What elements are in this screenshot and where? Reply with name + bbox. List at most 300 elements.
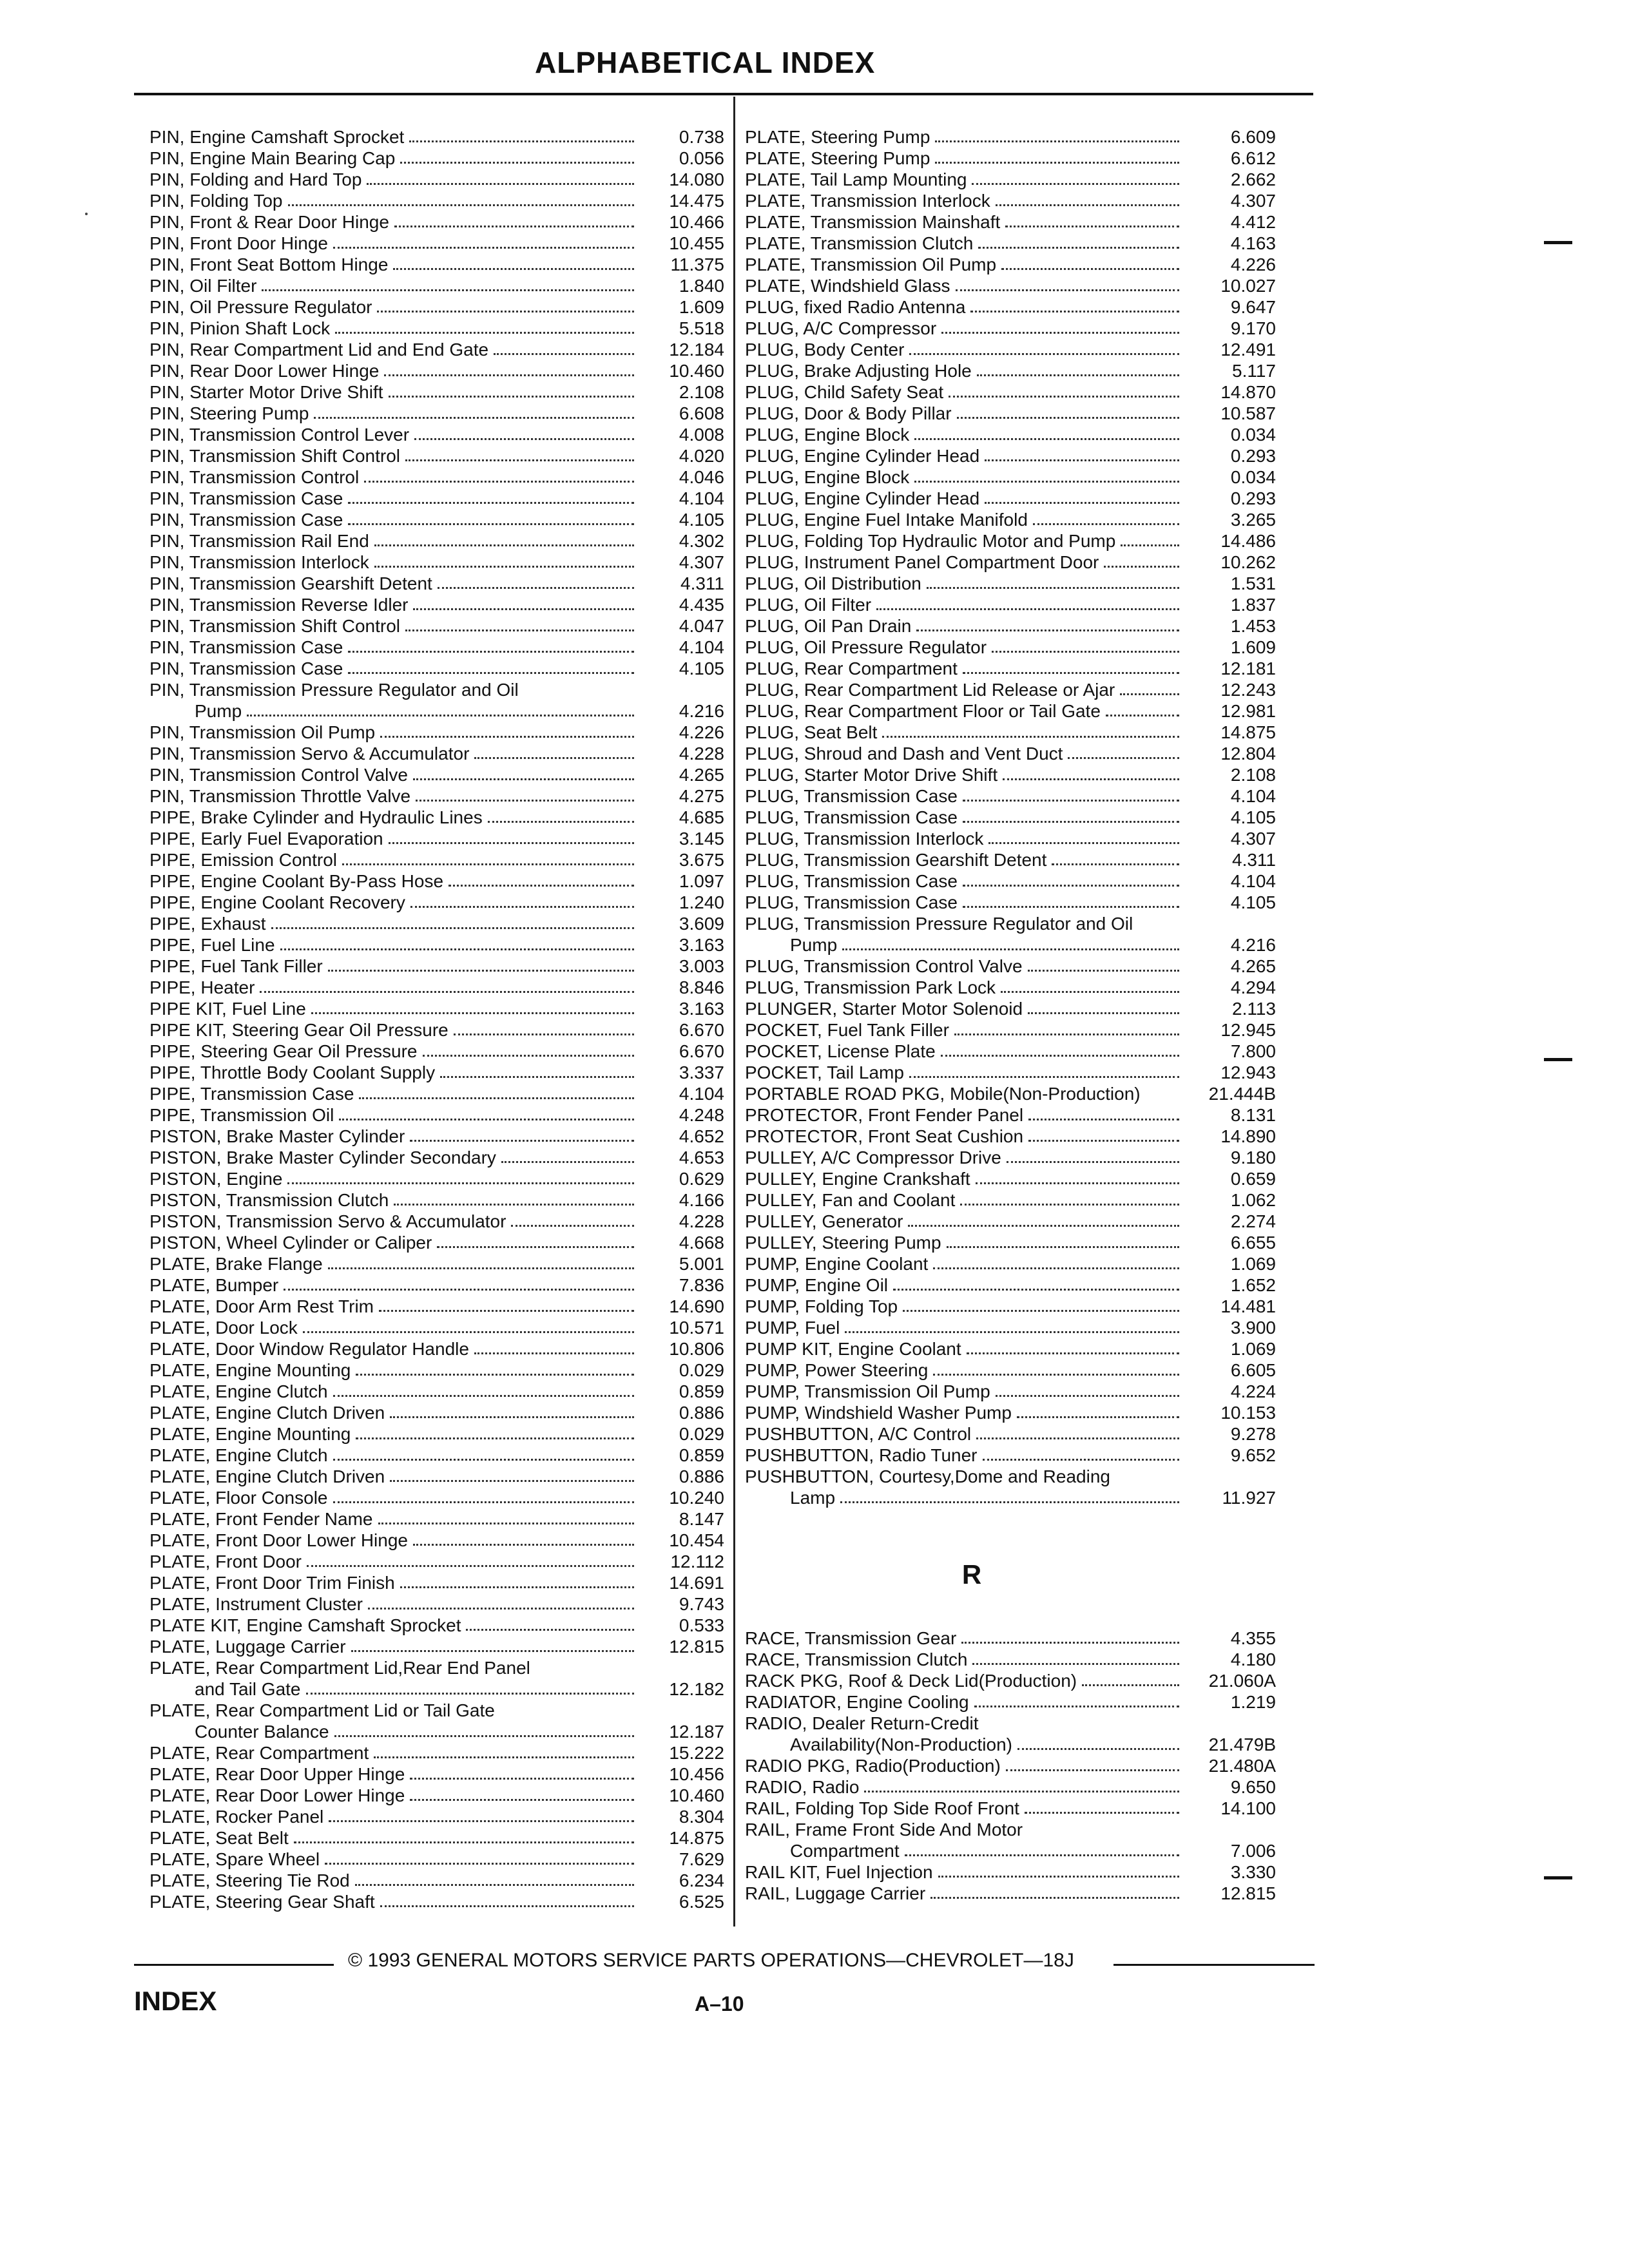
dot-leader xyxy=(914,481,1179,483)
index-entry xyxy=(745,275,1276,296)
entry-reference: 4.307 xyxy=(1230,829,1276,849)
index-entry xyxy=(745,233,1276,254)
dot-leader xyxy=(334,1735,634,1737)
entry-reference: 10.460 xyxy=(669,1785,724,1805)
dot-leader xyxy=(909,353,1179,355)
entry-name: PIPE, Exhaust xyxy=(149,914,266,934)
entry-reference: 10.454 xyxy=(669,1530,724,1550)
entry-name: PISTON, Engine xyxy=(149,1169,283,1189)
index-entry xyxy=(745,1126,1276,1147)
dot-leader xyxy=(882,736,1179,738)
index-entry xyxy=(149,1487,724,1508)
entry-name: RACK PKG, Roof & Deck Lid(Production) xyxy=(745,1671,1077,1691)
entry-reference: 4.104 xyxy=(1230,786,1276,806)
dot-leader xyxy=(342,863,634,865)
entry-name: PLUG, Transmission Pressure Regulator and Oil xyxy=(745,914,1133,934)
index-entry xyxy=(149,1445,724,1466)
entry-name: PLUG, Starter Motor Drive Shift xyxy=(745,765,998,785)
index-section-p xyxy=(745,126,1276,1508)
entry-name: PLUG, Instrument Panel Compartment Door xyxy=(745,552,1099,572)
index-entry xyxy=(745,977,1276,998)
entry-name: RAIL, Folding Top Side Roof Front xyxy=(745,1798,1019,1818)
entry-name: PLATE, Transmission Clutch xyxy=(745,233,974,253)
entry-reference: 3.609 xyxy=(679,914,724,934)
index-entry xyxy=(149,743,724,764)
entry-name: PLUG, Engine Block xyxy=(745,425,910,445)
entry-name: PIN, Engine Camshaft Sprocket xyxy=(149,127,405,147)
dot-leader xyxy=(956,289,1180,291)
entry-name: PIN, Transmission Gearshift Detent xyxy=(149,573,432,593)
entry-reference: 4.265 xyxy=(679,765,724,785)
index-entry xyxy=(149,169,724,190)
entry-reference: 3.675 xyxy=(679,850,724,870)
entry-name: PLATE, Transmission Interlock xyxy=(745,191,990,211)
entry-name: PIN, Front Door Hinge xyxy=(149,233,328,253)
index-entry xyxy=(149,764,724,785)
dot-leader xyxy=(996,1395,1179,1397)
dot-leader xyxy=(410,906,634,908)
dot-leader xyxy=(374,544,634,546)
entry-name: PLATE, Spare Wheel xyxy=(149,1849,320,1869)
entry-name: PUSHBUTTON, A/C Control xyxy=(745,1424,972,1444)
entry-name: PIN, Transmission Shift Control xyxy=(149,446,401,466)
entry-reference: 7.006 xyxy=(1230,1841,1276,1861)
entry-reference: 6.525 xyxy=(679,1892,724,1912)
dot-leader xyxy=(903,1310,1179,1312)
index-entry xyxy=(745,1104,1276,1126)
index-entry xyxy=(149,1360,724,1381)
dot-leader xyxy=(961,1642,1179,1644)
entry-reference: 4.307 xyxy=(679,552,724,572)
entry-reference: 4.412 xyxy=(1230,212,1276,232)
entry-reference: 4.653 xyxy=(679,1148,724,1168)
index-entry xyxy=(745,211,1276,233)
entry-reference: 5.117 xyxy=(1232,361,1276,381)
index-entry xyxy=(149,1785,724,1806)
index-entry xyxy=(149,1041,724,1062)
entry-reference: 6.234 xyxy=(679,1870,724,1890)
entry-name: PULLEY, Engine Crankshaft xyxy=(745,1169,970,1189)
entry-name: PLUG, Child Safety Seat xyxy=(745,382,944,402)
entry-name: PIN, Rear Door Lower Hinge xyxy=(149,361,380,381)
dot-leader xyxy=(1104,566,1179,568)
entry-name: PIN, Folding Top xyxy=(149,191,283,211)
entry-reference: 3.330 xyxy=(1230,1862,1276,1882)
entry-name: PIN, Transmission Interlock xyxy=(149,552,369,572)
entry-reference: 8.147 xyxy=(679,1509,724,1529)
entry-reference: 0.859 xyxy=(679,1381,724,1401)
index-entry xyxy=(745,892,1276,913)
entry-reference: 10.466 xyxy=(669,212,724,232)
dot-leader xyxy=(378,1523,635,1524)
entry-name: PLATE KIT, Engine Camshaft Sprocket xyxy=(149,1615,461,1635)
entry-reference: 4.047 xyxy=(679,616,724,636)
entry-name: PLUG, Rear Compartment Floor or Tail Gate xyxy=(745,701,1101,721)
index-entry xyxy=(745,424,1276,445)
dot-leader xyxy=(893,1289,1179,1291)
entry-reference: 0.293 xyxy=(1230,446,1276,466)
entry-name: PLUG, Door & Body Pillar xyxy=(745,403,952,423)
index-entry xyxy=(149,1615,724,1636)
entry-name: PIPE, Transmission Case xyxy=(149,1084,354,1104)
dot-leader xyxy=(842,948,1179,950)
dot-leader xyxy=(380,736,634,738)
index-entry xyxy=(745,1423,1276,1445)
entry-reference: 4.294 xyxy=(1230,977,1276,997)
entry-continuation xyxy=(745,1487,1186,1508)
entry-reference: 1.097 xyxy=(679,871,724,891)
entry-reference: 9.743 xyxy=(679,1594,724,1614)
dot-leader xyxy=(438,587,634,589)
entry-reference: 10.240 xyxy=(669,1488,724,1508)
entry-name: PLATE, Transmission Mainshaft xyxy=(745,212,1001,232)
index-entry xyxy=(149,977,724,998)
entry-name: PLATE, Engine Clutch Driven xyxy=(149,1466,385,1486)
dot-leader xyxy=(356,1437,634,1439)
entry-reference: 8.304 xyxy=(679,1807,724,1827)
entry-name: PULLEY, Fan and Coolant xyxy=(745,1190,956,1210)
entry-name: POCKET, Tail Lamp xyxy=(745,1062,904,1082)
entry-reference: 4.228 xyxy=(679,744,724,764)
dot-leader xyxy=(416,800,634,802)
entry-name: PLATE, Instrument Cluster xyxy=(149,1594,363,1614)
index-entry xyxy=(149,509,724,530)
dot-leader xyxy=(410,1799,634,1801)
entry-reference: 3.265 xyxy=(1230,510,1276,530)
index-entry xyxy=(149,892,724,913)
entry-reference: 14.690 xyxy=(669,1296,724,1316)
entry-name: PIN, Transmission Control xyxy=(149,467,360,487)
index-entry xyxy=(149,1274,724,1296)
entry-name: PUMP, Folding Top xyxy=(745,1296,898,1316)
entry-name: PLATE, Engine Mounting xyxy=(149,1424,351,1444)
index-entry xyxy=(149,1104,724,1126)
index-entry xyxy=(745,1628,1276,1649)
dot-leader xyxy=(409,140,634,142)
dot-leader xyxy=(413,1544,634,1546)
entry-reference: 3.003 xyxy=(679,956,724,976)
entry-reference: 4.668 xyxy=(679,1233,724,1253)
entry-name: PLUG, Transmission Park Lock xyxy=(745,977,996,997)
index-entry xyxy=(745,1317,1276,1338)
dot-leader xyxy=(511,1225,634,1227)
entry-name: PIN, Transmission Control Valve xyxy=(149,765,408,785)
entry-reference: 2.108 xyxy=(1230,765,1276,785)
dot-leader xyxy=(280,948,634,950)
entry-continuation xyxy=(149,700,641,722)
entry-reference: 6.608 xyxy=(679,403,724,423)
entry-reference: 0.738 xyxy=(679,127,724,147)
index-entry xyxy=(149,296,724,318)
dot-leader xyxy=(957,417,1179,419)
dot-leader xyxy=(927,587,1179,589)
index-entry xyxy=(745,1381,1276,1402)
entry-reference: 12.943 xyxy=(1220,1062,1276,1082)
entry-reference: 0.056 xyxy=(679,148,724,168)
index-entry xyxy=(745,1274,1276,1296)
entry-reference: 5.518 xyxy=(679,318,724,338)
entry-reference: 10.587 xyxy=(1220,403,1276,423)
dot-leader xyxy=(864,1791,1179,1792)
dot-leader xyxy=(935,140,1179,142)
dot-leader xyxy=(368,1608,634,1610)
entry-name-continued: Availability(Non-Production) xyxy=(790,1735,1012,1754)
dot-leader xyxy=(390,1416,634,1418)
entry-name: PISTON, Transmission Servo & Accumulator xyxy=(149,1211,506,1231)
index-entry xyxy=(149,956,724,977)
index-entry xyxy=(745,1083,1276,1104)
dot-leader xyxy=(400,162,634,164)
entry-reference: 4.105 xyxy=(679,658,724,678)
index-entry xyxy=(149,1508,724,1530)
entry-reference: 5.001 xyxy=(679,1254,724,1274)
entry-name: PLUG, Engine Cylinder Head xyxy=(745,488,980,508)
index-entry xyxy=(149,870,724,892)
index-entry xyxy=(745,445,1276,466)
entry-name: PIN, Starter Motor Drive Shift xyxy=(149,382,383,402)
dot-leader xyxy=(389,842,634,844)
index-entry xyxy=(745,1670,1276,1691)
dot-leader xyxy=(377,311,634,312)
entry-reference: 9.650 xyxy=(1230,1777,1276,1797)
index-entry xyxy=(149,679,724,722)
entry-reference: 11.375 xyxy=(670,255,724,274)
entry-name: PLATE, Engine Clutch Driven xyxy=(149,1403,385,1423)
entry-name: PLUG, Engine Fuel Intake Manifold xyxy=(745,510,1028,530)
dot-leader xyxy=(423,1055,634,1057)
entry-name-continued: Compartment xyxy=(790,1841,900,1861)
dot-leader xyxy=(1121,544,1179,546)
entry-reference: 12.182 xyxy=(669,1679,724,1699)
entry-name: PIPE, Emission Control xyxy=(149,850,337,870)
dot-leader xyxy=(325,1863,634,1865)
index-entry xyxy=(745,573,1276,594)
index-entry xyxy=(149,573,724,594)
dot-leader xyxy=(410,1140,634,1142)
entry-name: PLUG, Transmission Case xyxy=(745,871,958,891)
index-entry xyxy=(745,1713,1276,1755)
entry-reference: 9.170 xyxy=(1230,318,1276,338)
entry-name: PIN, Transmission Throttle Valve xyxy=(149,786,411,806)
dot-leader xyxy=(933,1267,1179,1269)
entry-reference: 0.293 xyxy=(1230,488,1276,508)
index-entry xyxy=(149,1572,724,1593)
entry-reference: 4.008 xyxy=(679,425,724,445)
entry-name: PISTON, Brake Master Cylinder Secondary xyxy=(149,1148,496,1168)
entry-reference: 4.311 xyxy=(1232,850,1276,870)
dot-leader xyxy=(359,1097,634,1099)
entry-name: PLUG, Rear Compartment Lid Release or Ajar xyxy=(745,680,1115,700)
entry-reference: 1.531 xyxy=(1230,573,1276,593)
entry-name: PLUG, Oil Pressure Regulator xyxy=(745,637,987,657)
entry-reference: 4.435 xyxy=(679,595,724,615)
entry-reference: 4.226 xyxy=(1230,255,1276,274)
entry-name: PULLEY, A/C Compressor Drive xyxy=(745,1148,1001,1168)
entry-name: PLUG, Transmission Case xyxy=(745,807,958,827)
entry-reference: 6.670 xyxy=(679,1041,724,1061)
index-entry xyxy=(149,722,724,743)
dot-leader xyxy=(367,183,634,185)
index-entry xyxy=(149,233,724,254)
entry-reference: 4.105 xyxy=(1230,892,1276,912)
entry-name: PLUG, Oil Distribution xyxy=(745,573,921,593)
dot-leader xyxy=(1001,991,1179,993)
index-entry xyxy=(745,1466,1276,1508)
entry-name-continued: Lamp xyxy=(790,1488,836,1508)
index-entry xyxy=(149,637,724,658)
index-entry xyxy=(745,1232,1276,1253)
entry-reference: 1.652 xyxy=(1230,1275,1276,1295)
entry-name: PLUG, Rear Compartment xyxy=(745,658,958,678)
entry-reference: 0.659 xyxy=(1230,1169,1276,1189)
dot-leader xyxy=(941,332,1179,334)
dot-leader xyxy=(1003,778,1179,780)
entry-name: PIN, Oil Pressure Regulator xyxy=(149,297,372,317)
index-entry xyxy=(745,1649,1276,1670)
entry-continuation xyxy=(745,1734,1186,1755)
entry-reference: 0.029 xyxy=(679,1360,724,1380)
index-entry xyxy=(745,637,1276,658)
index-entry xyxy=(149,530,724,552)
entry-name: PIPE, Fuel Line xyxy=(149,935,275,955)
index-entry xyxy=(745,594,1276,615)
entry-name: PIPE, Heater xyxy=(149,977,255,997)
dot-leader xyxy=(380,1905,634,1907)
index-entry xyxy=(149,1083,724,1104)
entry-reference: 7.800 xyxy=(1230,1041,1276,1061)
index-entry xyxy=(149,445,724,466)
dot-leader xyxy=(394,1204,634,1206)
index-entry xyxy=(149,488,724,509)
entry-name: PIN, Transmission Case xyxy=(149,488,343,508)
index-entry xyxy=(745,1883,1276,1904)
dot-leader xyxy=(972,1663,1179,1665)
entry-name: PUMP, Engine Coolant xyxy=(745,1254,929,1274)
index-entry xyxy=(745,743,1276,764)
entry-reference: 10.455 xyxy=(669,233,724,253)
dot-leader xyxy=(1006,1769,1179,1771)
entry-name: PLATE, Rear Compartment Lid,Rear End Panel xyxy=(149,1658,530,1678)
entry-name: PISTON, Brake Master Cylinder xyxy=(149,1126,405,1146)
dot-leader xyxy=(355,1884,634,1886)
index-entry xyxy=(149,1147,724,1168)
dot-leader xyxy=(414,438,634,440)
dot-leader xyxy=(328,1267,634,1269)
entry-name: PLATE, Door Arm Rest Trim xyxy=(149,1296,374,1316)
entry-continuation xyxy=(745,1840,1186,1861)
dot-leader xyxy=(974,1706,1179,1707)
index-entry xyxy=(149,1742,724,1763)
entry-reference: 4.180 xyxy=(1230,1649,1276,1669)
entry-name: PLATE, Steering Pump xyxy=(745,127,930,147)
index-entry xyxy=(745,530,1276,552)
dot-leader xyxy=(384,374,634,376)
index-entry xyxy=(149,1402,724,1423)
dot-leader xyxy=(1028,1140,1179,1142)
entry-label xyxy=(149,679,641,722)
dot-leader xyxy=(413,778,634,780)
index-entry xyxy=(745,190,1276,211)
dot-leader xyxy=(909,1076,1179,1078)
entry-name: PIPE, Fuel Tank Filler xyxy=(149,956,323,976)
entry-reference: 8.131 xyxy=(1230,1105,1276,1125)
dot-leader xyxy=(501,1161,634,1163)
entry-name: RADIO, Radio xyxy=(745,1777,860,1797)
dot-leader xyxy=(335,332,634,334)
entry-name: RAIL, Luggage Carrier xyxy=(745,1883,926,1903)
index-entry xyxy=(745,1402,1276,1423)
page-number: A–10 xyxy=(695,1992,744,2015)
index-entry xyxy=(745,509,1276,530)
entry-name: PIN, Engine Main Bearing Cap xyxy=(149,148,396,168)
dot-leader xyxy=(488,821,634,823)
entry-reference: 4.302 xyxy=(679,531,724,551)
entry-reference: 21.479B xyxy=(1208,1735,1276,1754)
index-entry xyxy=(745,169,1276,190)
entry-reference: 4.105 xyxy=(1230,807,1276,827)
entry-reference: 9.652 xyxy=(1230,1445,1276,1465)
entry-reference: 1.609 xyxy=(1230,637,1276,657)
dot-leader xyxy=(963,821,1179,823)
dot-leader xyxy=(494,353,634,355)
page-title: ALPHABETICAL INDEX xyxy=(535,46,876,79)
entry-name: PIPE, Transmission Oil xyxy=(149,1105,334,1125)
entry-name: PLATE, Engine Clutch xyxy=(149,1445,328,1465)
index-entry xyxy=(745,552,1276,573)
index-entry xyxy=(149,1189,724,1211)
dot-leader xyxy=(247,715,634,716)
entry-reference: 10.027 xyxy=(1220,276,1276,296)
dot-leader xyxy=(405,629,634,631)
entry-name: PIPE, Early Fuel Evaporation xyxy=(149,829,383,849)
index-entry xyxy=(149,1126,724,1147)
index-entry xyxy=(149,785,724,807)
section-letter-heading: R xyxy=(961,1559,982,1590)
entry-name: PIN, Rear Compartment Lid and End Gate xyxy=(149,340,489,360)
entry-reference: 4.166 xyxy=(679,1190,724,1210)
entry-reference: 0.034 xyxy=(1230,425,1276,445)
entry-reference: 4.355 xyxy=(1230,1628,1276,1648)
entry-name: PLATE, Steering Tie Rod xyxy=(149,1870,350,1890)
entry-reference: 12.804 xyxy=(1220,744,1276,764)
dot-leader xyxy=(960,1204,1179,1206)
index-entry xyxy=(745,1147,1276,1168)
footer-rule-right xyxy=(1113,1964,1315,1966)
dot-leader xyxy=(271,927,634,929)
index-entry xyxy=(149,849,724,870)
entry-name: PIN, Transmission Rail End xyxy=(149,531,369,551)
entry-name: PLUG, Transmission Control Valve xyxy=(745,956,1023,976)
entry-reference: 0.859 xyxy=(679,1445,724,1465)
dot-leader xyxy=(930,1897,1179,1899)
entry-label xyxy=(745,1819,1186,1861)
index-entry xyxy=(745,1211,1276,1232)
entry-name: PUSHBUTTON, Radio Tuner xyxy=(745,1445,978,1465)
entry-name: PIN, Oil Filter xyxy=(149,276,257,296)
dot-leader xyxy=(437,1246,634,1248)
entry-name: PLUG, Transmission Interlock xyxy=(745,829,984,849)
index-entry xyxy=(745,1062,1276,1083)
entry-reference: 1.069 xyxy=(1230,1339,1276,1359)
index-entry xyxy=(745,679,1276,700)
entry-reference: 4.046 xyxy=(679,467,724,487)
index-entry xyxy=(149,1423,724,1445)
index-entry xyxy=(149,190,724,211)
dot-leader xyxy=(1028,1119,1179,1120)
entry-reference: 12.945 xyxy=(1220,1020,1276,1040)
entry-name: PLATE, Bumper xyxy=(149,1275,279,1295)
entry-name: PUMP, Windshield Washer Pump xyxy=(745,1403,1012,1423)
